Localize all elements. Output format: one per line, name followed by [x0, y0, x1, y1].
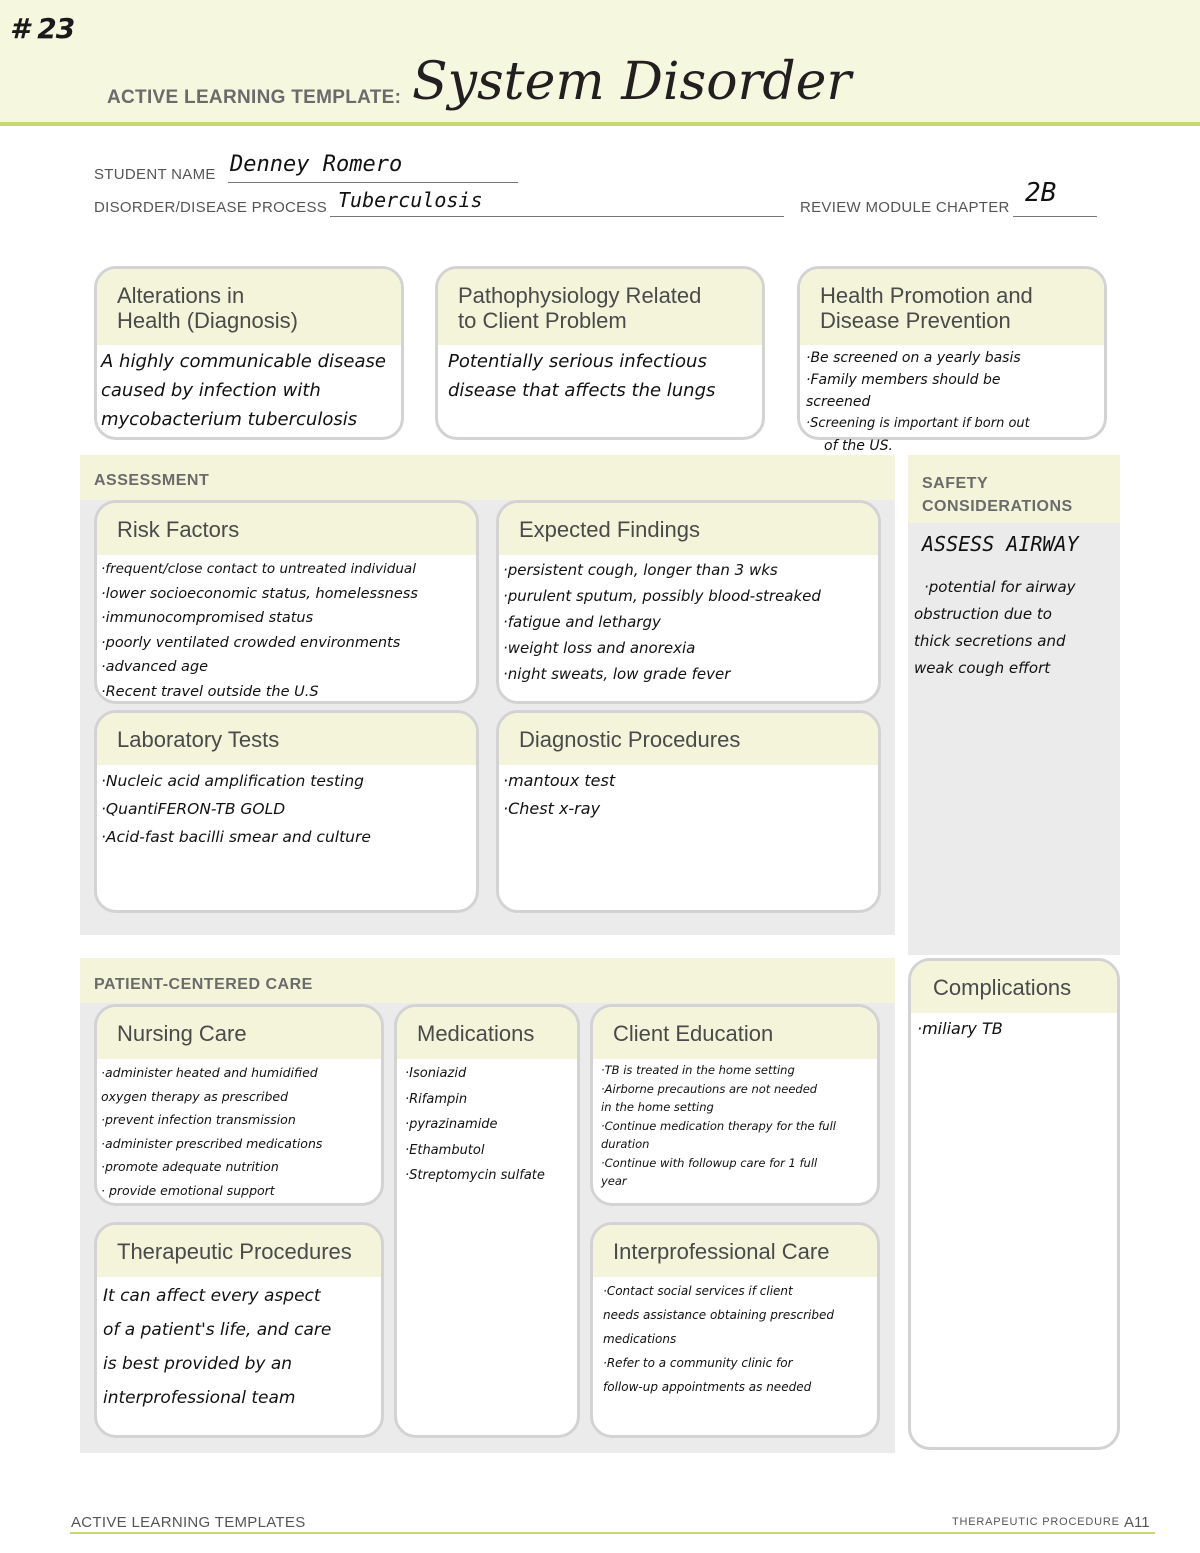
therapeutic-procedures-line: interprofessional team [103, 1388, 296, 1408]
diagnostic-procedures-line: ·mantoux test [503, 771, 616, 790]
interprofessional-care-title: Interprofessional Care [593, 1225, 877, 1277]
safety-title-line: CONSIDERATIONS [922, 498, 1073, 515]
expected-findings-card [496, 500, 881, 704]
health-promotion-title-line: Health Promotion and [820, 283, 1033, 308]
alterations-card [94, 266, 404, 440]
laboratory-tests-line: ·Nucleic acid amplification testing [101, 772, 364, 790]
risk-factors-line: ·Recent travel outside the U.S [101, 683, 319, 700]
health-promotion-line: ·Screening is important if born out [806, 416, 1030, 431]
expected-findings-line: ·fatigue and lethargy [503, 613, 661, 631]
health-promotion-title-line: Disease Prevention [820, 308, 1011, 333]
alterations-line: caused by infection with [101, 380, 321, 401]
safety-title-line: SAFETY [922, 475, 989, 492]
nursing-care-title: Nursing Care [97, 1007, 381, 1059]
page-number: # 23 [10, 12, 75, 45]
alterations-line: mycobacterium tuberculosis [101, 409, 358, 430]
pathophysiology-line: Potentially serious infectious [448, 351, 707, 372]
therapeutic-procedures-text [97, 1277, 381, 1415]
disorder-value: Tuberculosis [338, 188, 483, 212]
client-education-line: ·Continue medication therapy for the full [601, 1118, 836, 1133]
risk-factors-title: Risk Factors [97, 503, 476, 555]
nursing-care-card [94, 1004, 384, 1206]
interprofessional-care-line: follow-up appointments as needed [603, 1380, 812, 1394]
pathophysiology-title [438, 269, 762, 345]
diagnostic-procedures-line: ·Chest x-ray [503, 799, 601, 818]
health-promotion-title [800, 269, 1104, 345]
pathophysiology-title-line: to Client Problem [458, 308, 627, 333]
health-promotion-line: ·Be screened on a yearly basis [806, 350, 1021, 366]
expected-findings-line: ·weight loss and anorexia [503, 639, 696, 657]
client-education-line: duration [601, 1137, 650, 1151]
chapter-value: 2B [1025, 178, 1057, 208]
risk-factors-line: ·immunocompromised status [101, 610, 314, 626]
therapeutic-procedures-line: It can affect every aspect [103, 1286, 321, 1306]
medications-title: Medications [397, 1007, 577, 1059]
expected-findings-line: ·persistent cough, longer than 3 wks [503, 561, 778, 579]
complications-title: Complications [911, 961, 1117, 1013]
medications-card [394, 1004, 580, 1438]
template-title: System Disorder [412, 52, 852, 112]
safety-line: thick secretions and [914, 632, 1066, 650]
chapter-field[interactable] [1013, 178, 1097, 217]
client-education-line: year [601, 1174, 627, 1188]
alterations-title-line: Alterations in [117, 283, 245, 308]
risk-factors-line: ·advanced age [101, 659, 209, 675]
safety-heading [908, 455, 1120, 523]
therapeutic-procedures-card [94, 1222, 384, 1438]
medications-line: ·Isoniazid [405, 1066, 467, 1081]
laboratory-tests-card [94, 710, 479, 913]
complications-text [911, 1013, 1117, 1043]
risk-factors-text [97, 555, 476, 704]
therapeutic-procedures-line: of a patient's life, and care [103, 1320, 332, 1340]
client-education-line: ·Airborne precautions are not needed [601, 1081, 818, 1096]
header-rule [0, 122, 1200, 126]
diagnostic-procedures-card [496, 710, 881, 913]
health-promotion-line: ·Family members should be [806, 372, 1001, 388]
student-name-field[interactable] [228, 152, 518, 183]
nursing-care-line: · provide emotional support [101, 1182, 275, 1198]
client-education-card [590, 1004, 880, 1206]
safety-text [914, 574, 1076, 682]
health-promotion-line: of the US. [824, 438, 893, 454]
diagnostic-procedures-text [499, 765, 878, 823]
client-education-line: in the home setting [601, 1100, 714, 1114]
footer-left: ACTIVE LEARNING TEMPLATES [71, 1514, 306, 1531]
student-name-value: Denney Romero [230, 152, 403, 177]
client-education-line: ·Continue with followup care for 1 full [601, 1155, 818, 1170]
complications-card [908, 958, 1120, 1450]
medications-line: ·Ethambutol [405, 1142, 485, 1158]
client-education-line: ·TB is treated in the home setting [601, 1063, 795, 1077]
expected-findings-line: ·purulent sputum, possibly blood-streaked [503, 587, 821, 605]
interprofessional-care-card [590, 1222, 880, 1438]
laboratory-tests-title: Laboratory Tests [97, 713, 476, 765]
therapeutic-procedures-title: Therapeutic Procedures [97, 1225, 381, 1277]
health-promotion-card [797, 266, 1107, 454]
diagnostic-procedures-title: Diagnostic Procedures [499, 713, 878, 765]
pathophysiology-title-line: Pathophysiology Related [458, 283, 702, 308]
pathophysiology-text [438, 345, 762, 405]
safety-line: ·potential for airway [924, 578, 1076, 596]
interprofessional-care-line: ·Contact social services if client [603, 1284, 793, 1298]
medications-line: ·Streptomycin sulfate [405, 1168, 545, 1183]
alterations-title [97, 269, 401, 345]
interprofessional-care-line: medications [603, 1332, 677, 1346]
safety-line: obstruction due to [914, 605, 1052, 623]
health-promotion-text [800, 345, 1104, 457]
safety-line: weak cough effort [914, 659, 1051, 677]
medications-line: ·Rifampin [405, 1091, 468, 1107]
risk-factors-line: ·frequent/close contact to untreated individual [101, 561, 416, 577]
risk-factors-card [94, 500, 479, 704]
interprofessional-care-line: needs assistance obtaining prescribed [603, 1308, 834, 1322]
expected-findings-text [499, 555, 878, 687]
footer-rule [70, 1532, 1155, 1534]
alterations-text [97, 345, 401, 434]
health-promotion-line: screened [806, 394, 871, 410]
nursing-care-line: ·promote adequate nutrition [101, 1159, 279, 1174]
client-education-text [593, 1059, 877, 1191]
safety-heading-text: ASSESS AIRWAY [922, 532, 1079, 556]
therapeutic-procedures-line: is best provided by an [103, 1354, 293, 1374]
laboratory-tests-line: ·Acid-fast bacilli smear and culture [101, 828, 371, 846]
risk-factors-line: ·lower socioeconomic status, homelessness [101, 585, 418, 602]
patient-care-heading: PATIENT-CENTERED CARE [80, 958, 895, 1003]
laboratory-tests-line: ·QuantiFERON-TB GOLD [101, 800, 286, 818]
nursing-care-line: ·administer heated and humidified [101, 1065, 318, 1080]
chapter-label: REVIEW MODULE CHAPTER [800, 199, 1010, 216]
risk-factors-line: ·poorly ventilated crowded environments [101, 634, 401, 651]
assessment-heading: ASSESSMENT [80, 455, 895, 500]
safety-panel [908, 455, 1120, 955]
pathophysiology-line: disease that affects the lungs [448, 380, 716, 401]
complications-line: ·miliary TB [917, 1019, 1003, 1038]
nursing-care-line: oxygen therapy as prescribed [101, 1088, 289, 1104]
disorder-label: DISORDER/DISEASE PROCESS [94, 199, 328, 216]
expected-findings-line: ·night sweats, low grade fever [503, 665, 731, 683]
interprofessional-care-line: ·Refer to a community clinic for [603, 1356, 793, 1370]
alterations-line: A highly communicable disease [101, 351, 386, 372]
nursing-care-line: ·prevent infection transmission [101, 1112, 296, 1127]
expected-findings-title: Expected Findings [499, 503, 878, 555]
disorder-field[interactable] [330, 188, 784, 217]
interprofessional-care-text [593, 1277, 877, 1399]
medications-text [397, 1059, 577, 1189]
footer-page: A11 [1124, 1514, 1150, 1531]
medications-line: ·pyrazinamide [405, 1117, 498, 1132]
alterations-title-line: Health (Diagnosis) [117, 308, 298, 333]
client-education-title: Client Education [593, 1007, 877, 1059]
nursing-care-text [97, 1059, 381, 1202]
nursing-care-line: ·administer prescribed medications [101, 1135, 323, 1151]
pathophysiology-card [435, 266, 765, 440]
student-name-label: STUDENT NAME [94, 166, 216, 183]
template-label: ACTIVE LEARNING TEMPLATE: [107, 87, 402, 108]
laboratory-tests-text [97, 765, 476, 851]
footer-right: THERAPEUTIC PROCEDURE [952, 1516, 1120, 1528]
